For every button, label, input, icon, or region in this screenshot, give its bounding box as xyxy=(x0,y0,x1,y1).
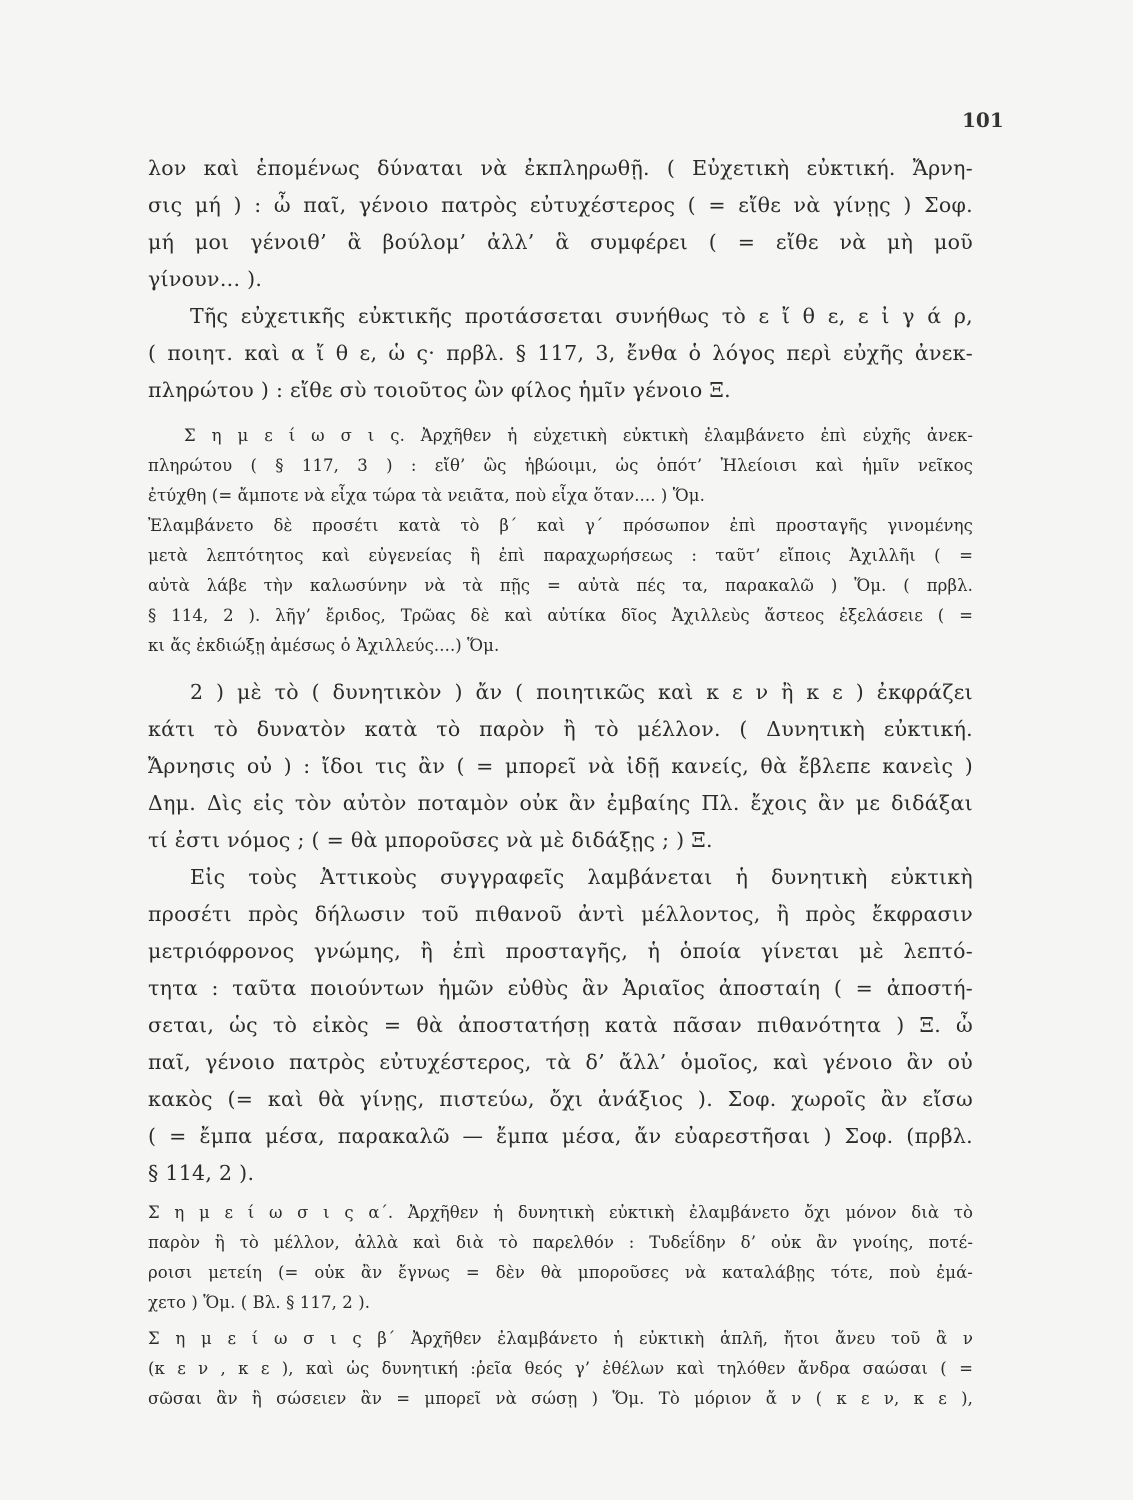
text-line: κάτι τὸ δυνατὸν κατὰ τὸ παρὸν ἢ τὸ μέλλον. ( Δυνητικὴ εὐκτική. xyxy=(148,717,973,741)
text-line: παῖ, γένοιο πατρὸς εὐτυχέστερος, τὰ δ’ ἄλλ’ ὁμοῖος, καὶ γένοιο ἂν οὐ xyxy=(148,1050,973,1074)
text-line: ἐτύχθη (= ἄμποτε νὰ εἶχα τώρα τὰ νειᾶτα, ποὺ εἶχα ὅταν.... ) Ὅμ. xyxy=(148,486,705,505)
text-line: 2 ) μὲ τὸ ( δυνητικὸν ) ἄν ( ποιητικῶς καὶ κ ε ν ἢ κ ε ) ἐκφράζει xyxy=(190,680,973,704)
text-line: προσέτι πρὸς δήλωσιν τοῦ πιθανοῦ ἀντὶ μέλλοντος, ἢ πρὸς ἔκφρασιν xyxy=(148,902,973,926)
text-line: πληρώτου ( § 117, 3 ) : εἴθ’ ὣς ἡβώοιμι, ὡς ὁπότ’ Ἠλείοισι καὶ ἡμῖν νεῖκος xyxy=(148,456,973,475)
text-line: χετο ) Ὅμ. ( Βλ. § 117, 2 ). xyxy=(148,1293,371,1312)
text-line: Ἐλαμβάνετο δὲ προσέτι κατὰ τὸ β΄ καὶ γ΄ πρόσωπον ἐπὶ προσταγῆς γινομένης xyxy=(148,516,973,535)
text-line: Εἰς τοὺς Ἀττικοὺς συγγραφεῖς λαμβάνεται ἡ δυνητικὴ εὐκτικὴ xyxy=(190,865,973,889)
text-line: Ἄρνησις οὐ ) : ἴδοι τις ἂν ( = μπορεῖ νὰ ἰδῇ κανείς, θὰ ἔβλεπε κανεὶς ) xyxy=(148,754,973,778)
text-line: παρὸν ἢ τὸ μέλλον, ἀλλὰ καὶ διὰ τὸ παρελθόν : Τυδεΐδην δ’ οὐκ ἂν γνοίης, ποτέ- xyxy=(148,1233,973,1252)
page-number: 101 xyxy=(962,108,1004,132)
text-line: § 114, 2 ). λῆγ’ ἔριδος, Τρῶας δὲ καὶ αὐτίκα δῖος Ἀχιλλεὺς ἄστεος ἐξελάσειε ( = xyxy=(148,606,973,625)
text-line: Σ η μ ε ί ω σ ι ς α΄. Ἀρχῆθεν ἡ δυνητικὴ εὐκτικὴ ἐλαμβάνετο ὄχι μόνον διὰ τὸ xyxy=(148,1203,973,1222)
text-line: λον καὶ ἑπομένως δύναται νὰ ἐκπληρωθῇ. ( Εὐχετικὴ εὐκτική. Ἄρνη- xyxy=(148,156,973,180)
text-line: κακὸς (= καὶ θὰ γίνῃς, πιστεύω, ὄχι ἀνάξιος ). Σοφ. χωροῖς ἂν εἴσω xyxy=(148,1087,973,1111)
text-line: τητα : ταῦτα ποιούντων ἡμῶν εὐθὺς ἂν Ἀριαῖος ἀποσταίη ( = ἀποστή- xyxy=(148,976,973,1000)
text-line: Σ η μ ε ί ω σ ι ς. Ἀρχῆθεν ἡ εὐχετικὴ εὐκτικὴ ἐλαμβάνετο ἐπὶ εὐχῆς ἀνεκ- xyxy=(184,426,973,445)
text-line: γίνουν... ). xyxy=(148,267,263,291)
text-line: σις μή ) : ὦ παῖ, γένοιο πατρὸς εὐτυχέστερος ( = εἴθε νὰ γίνῃς ) Σοφ. xyxy=(148,193,973,217)
text-line: ( = ἔμπα μέσα, παρακαλῶ — ἔμπα μέσα, ἄν εὐαρεστῆσαι ) Σοφ. (πρβλ. xyxy=(148,1124,973,1148)
text-line: (κ ε ν , κ ε ), καὶ ὡς δυνητική :ῥεῖα θεός γ’ ἐθέλων καὶ τηλόθεν ἄνδρα σαώσαι ( = xyxy=(148,1359,973,1378)
text-line: μετριόφρονος γνώμης, ἢ ἐπὶ προσταγῆς, ἡ ὁποία γίνεται μὲ λεπτό- xyxy=(148,939,973,963)
text-line: ( ποιητ. καὶ α ἴ θ ε, ὡ ς· πρβλ. § 117, 3, ἔνθα ὁ λόγος περὶ εὐχῆς ἀνεκ- xyxy=(148,341,973,365)
text-line: μή μοι γένοιθ’ ἃ βούλομ’ ἀλλ’ ἃ συμφέρει ( = εἴθε νὰ μὴ μοῦ xyxy=(148,230,973,254)
text-line: μετὰ λεπτότητος καὶ εὐγενείας ἢ ἐπὶ παραχωρήσεως : ταῦτ’ εἴποις Ἀχιλλῆι ( = xyxy=(148,546,973,565)
text-line: Τῆς εὐχετικῆς εὐκτικῆς προτάσσεται συνήθως τὸ ε ἴ θ ε, ε ἰ γ ά ρ, xyxy=(190,304,973,328)
text-line: Δημ. Δὶς εἰς τὸν αὐτὸν ποταμὸν οὐκ ἂν ἐμβαίης Πλ. ἔχοις ἂν με διδάξαι xyxy=(148,791,973,815)
text-line: τί ἐστι νόμος ; ( = θὰ μποροῦσες νὰ μὲ διδάξῃς ; ) Ξ. xyxy=(148,828,713,852)
text-line: αὐτὰ λάβε τὴν καλωσύνην νὰ τὰ πῇς = αὐτὰ πές τα, παρακαλῶ ) Ὅμ. ( πρβλ. xyxy=(148,576,973,595)
text-line: σεται, ὡς τὸ εἰκὸς = θὰ ἀποστατήσῃ κατὰ πᾶσαν πιθανότητα ) Ξ. ὦ xyxy=(148,1013,973,1037)
text-line: πληρώτου ) : εἴθε σὺ τοιοῦτος ὢν φίλος ἡμῖν γένοιο Ξ. xyxy=(148,378,731,402)
text-line: Σ η μ ε ί ω σ ι ς β΄ Ἀρχῆθεν ἐλαμβάνετο ἡ εὐκτικὴ ἁπλῆ, ἤτοι ἄνευ τοῦ ἂ ν xyxy=(148,1329,973,1348)
text-line: κι ἄς ἐκδιώξῃ ἀμέσως ὁ Ἀχιλλεύς....) Ὅμ. xyxy=(148,636,500,655)
text-line: § 114, 2 ). xyxy=(148,1161,255,1185)
text-line: ροισι μετείη (= οὐκ ἂν ἔγνως = δὲν θὰ μποροῦσες νὰ καταλάβῃς τότε, ποὺ ἐμά- xyxy=(148,1263,973,1282)
text-line: σῶσαι ἂν ἢ σώσειεν ἂν = μπορεῖ νὰ σώσῃ ) Ὅμ. Τὸ μόριον ἄ ν ( κ ε ν, κ ε ), xyxy=(148,1389,973,1408)
